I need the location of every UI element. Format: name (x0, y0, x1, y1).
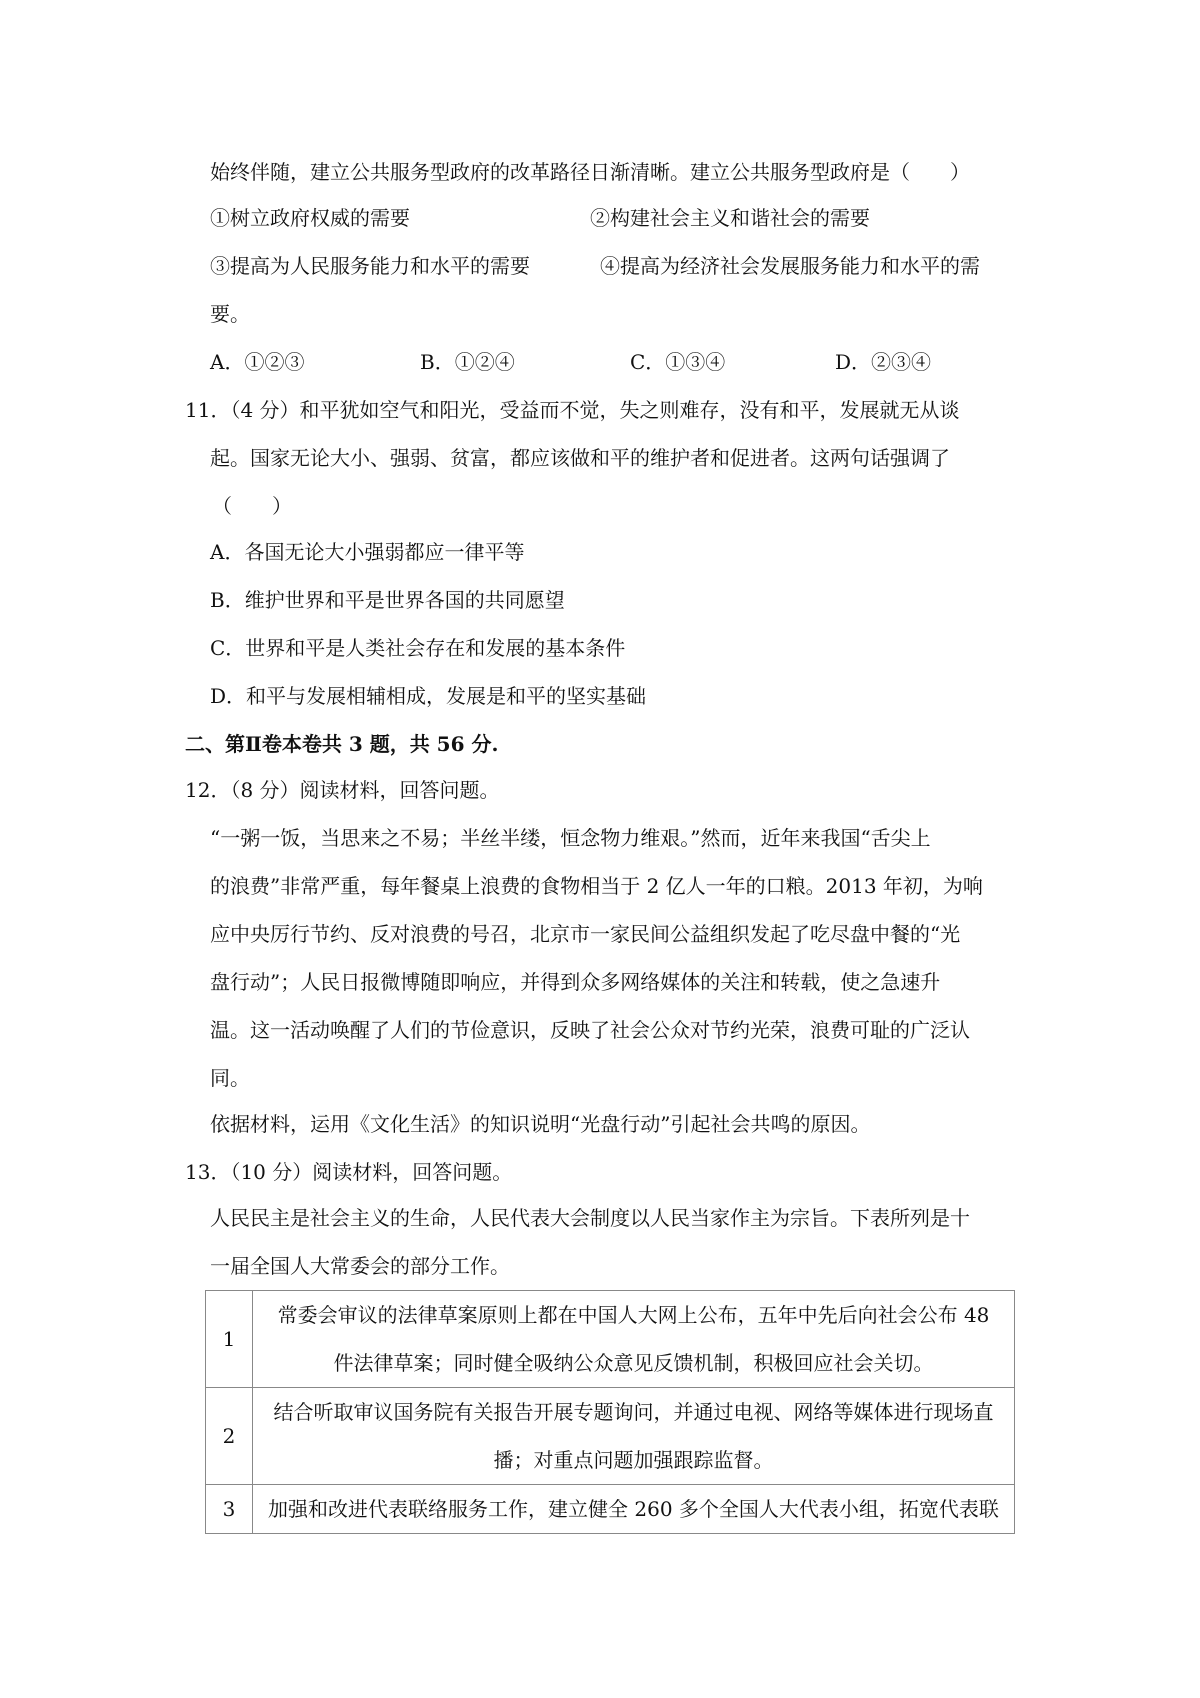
q10-item-4: ④提高为经济社会发展服务能力和水平的需 (600, 254, 980, 278)
table-row-content-line-2: 播；对重点问题加强跟踪监督。 (493, 1448, 774, 1472)
table-row-content-line-1: 加强和改进代表联络服务工作，建立健全 260 多个全国人大代表小组，拓宽代表联 (268, 1497, 999, 1521)
table-row (206, 1291, 1015, 1388)
q13-material-line-1: 人民民主是社会主义的生命，人民代表大会制度以人民当家作主为宗旨。下表所列是十 (210, 1206, 970, 1230)
q11-option-a: A．各国无论大小强弱都应一律平等 (210, 540, 525, 564)
q10-item-3: ③提高为人民服务能力和水平的需要 (210, 254, 530, 278)
q10-stem: 始终伴随，建立公共服务型政府的改革路径日渐清晰。建立公共服务型政府是（ ） (210, 160, 970, 184)
q10-option-a: A．①②③ (210, 350, 305, 374)
table-row-number: 3 (206, 1485, 253, 1534)
q11-stem-line-2: 起。国家无论大小、强弱、贫富，都应该做和平的维护者和促进者。这两句话强调了 (210, 446, 950, 470)
table-row-content-line-2: 件法律草案；同时健全吸纳公众意见反馈机制，积极回应社会关切。 (333, 1351, 934, 1375)
q10-option-c: C．①③④ (630, 350, 726, 374)
q13-title: 13．（10 分）阅读材料，回答问题。 (185, 1160, 513, 1184)
q13-material-line-2: 一届全国人大常委会的部分工作。 (210, 1254, 510, 1278)
q12-material-line-3: 应中央厉行节约、反对浪费的号召，北京市一家民间公益组织发起了吃尽盘中餐的“光 (210, 922, 961, 946)
table-row-content (253, 1388, 1015, 1485)
q11-option-b: B．维护世界和平是世界各国的共同愿望 (210, 588, 565, 612)
q12-question: 依据材料，运用《文化生活》的知识说明“光盘行动”引起社会共鸣的原因。 (210, 1112, 871, 1136)
q12-material-line-6: 同。 (210, 1066, 250, 1090)
q12-material-line-4: 盘行动”；人民日报微博随即响应，并得到众多网络媒体的关注和转载，使之急速升 (210, 970, 941, 994)
table-row-number: 1 (206, 1291, 253, 1388)
q10-item-1: ①树立政府权威的需要 (210, 206, 410, 230)
q10-item-4-cont: 要。 (210, 302, 250, 326)
q10-option-b: B．①②④ (420, 350, 515, 374)
section-2-heading: 二、第Ⅱ卷本卷共 3 题，共 56 分. (185, 732, 499, 756)
q11-option-c: C．世界和平是人类社会存在和发展的基本条件 (210, 636, 626, 660)
table-row-number: 2 (206, 1388, 253, 1485)
q13-work-table (205, 1290, 1015, 1534)
q11-stem-line-3: （ ） (212, 494, 292, 518)
q10-option-d: D．②③④ (835, 350, 932, 374)
q10-item-2: ②构建社会主义和谐社会的需要 (590, 206, 870, 230)
q12-material-line-1: “一粥一饭，当思来之不易；半丝半缕，恒念物力维艰。”然而，近年来我国“舌尖上 (210, 826, 931, 850)
q12-material-line-5: 温。这一活动唤醒了人们的节俭意识，反映了社会公众对节约光荣，浪费可耻的广泛认 (210, 1018, 970, 1042)
table-row-content-line-1: 结合听取审议国务院有关报告开展专题询问，并通过电视、网络等媒体进行现场直 (273, 1400, 994, 1424)
q12-material-line-2: 的浪费”非常严重，每年餐桌上浪费的食物相当于 2 亿人一年的口粮。2013 年初，为响 (210, 874, 983, 898)
table-row (206, 1485, 1015, 1534)
q12-title: 12．（8 分）阅读材料，回答问题。 (185, 778, 500, 802)
q11-stem-line-1: 11．（4 分）和平犹如空气和阳光，受益而不觉，失之则难存，没有和平，发展就无从谈 (185, 398, 960, 422)
table-row-content-line-1: 常委会审议的法律草案原则上都在中国人大网上公布，五年中先后向社会公布 48 (277, 1303, 990, 1327)
table-row-content (253, 1291, 1015, 1388)
table-row-content (253, 1485, 1015, 1534)
q11-option-d: D．和平与发展相辅相成，发展是和平的坚实基础 (210, 684, 647, 708)
table-row (206, 1388, 1015, 1485)
